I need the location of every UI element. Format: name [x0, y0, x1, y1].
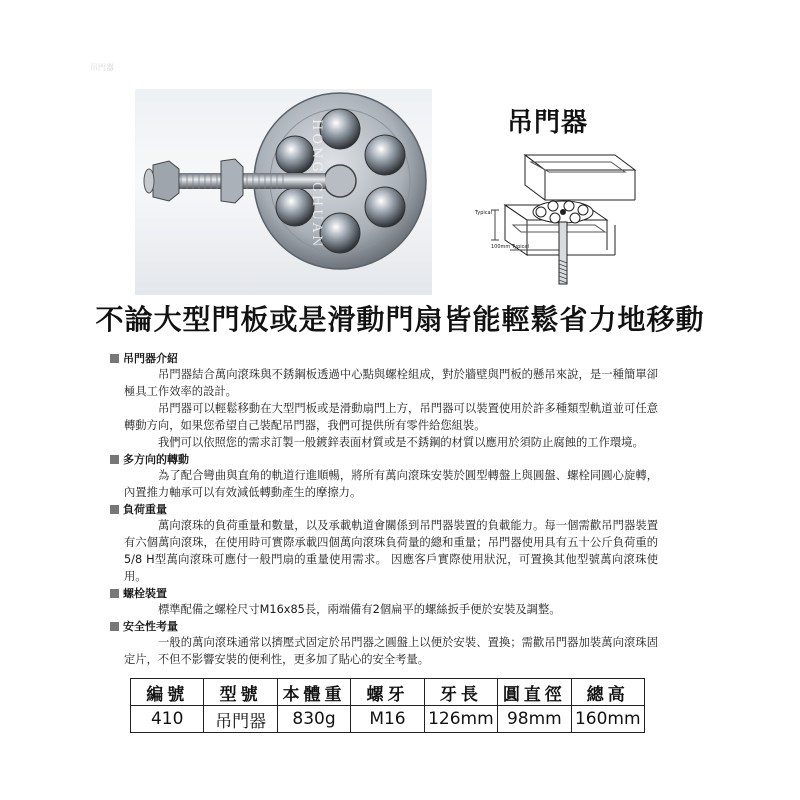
spec-value-cell: 吊門器 — [204, 706, 277, 733]
headline: 不論大型門板或是滑動門扇皆能輕鬆省力地移動 — [95, 303, 705, 336]
section-load — [110, 502, 670, 585]
section-heading — [110, 452, 670, 467]
spec-value-cell: M16 — [351, 706, 424, 733]
bullet-square-icon — [110, 455, 119, 464]
section-intro — [110, 351, 670, 451]
diagram-title: 吊門器 — [507, 108, 589, 138]
corner-watermark: 吊門器 — [90, 63, 114, 72]
paragraph: 一般的萬向滾珠通常以擠壓式固定於吊門器之圓盤上以便於安裝、置換；需歡吊門器加裝萬向滾珠固定片，不但不影響安裝的便利性，更多加了貼心的安全考量。 — [124, 636, 658, 666]
section-heading-text: 吊門器介紹 — [123, 352, 178, 365]
technical-diagram — [465, 100, 655, 295]
paragraph: 萬向滾珠的負荷重量和數量，以及承載軌道會關係到吊門器裝置的負載能力。每一個需歡吊門器裝置有六個萬向滾珠，在使用時可實際承載四個萬向滾珠負荷量的總和重量；吊門器使用具有五十公斤負荷重的 5/8 H型萬向滾珠可應付一般門扇的重量使用需求。 因應客戶實際使用狀況，可置換其他型號萬向滾珠使用。 — [124, 519, 658, 583]
section-heading — [110, 619, 670, 634]
section-safety — [110, 619, 670, 668]
spec-value-cell: 160mm — [571, 706, 644, 733]
spec-header-row — [131, 679, 645, 706]
rail-diagram-graphic — [465, 100, 655, 295]
spec-value-cell: 830g — [277, 706, 350, 733]
section-heading-text: 負荷重量 — [123, 503, 167, 516]
spec-value-cell: 126mm — [424, 706, 497, 733]
door-hanger-photo-graphic — [135, 89, 432, 295]
spec-value-row — [131, 706, 645, 733]
spec-value-cell: 410 — [131, 706, 204, 733]
bullet-square-icon — [110, 505, 119, 514]
section-heading — [110, 586, 670, 601]
paragraph: 我們可以依照您的需求訂製一般鍍鋅表面材質或是不銹鋼的材質以應用於須防止腐蝕的工作環境。 — [158, 436, 644, 449]
section-heading — [110, 351, 670, 366]
spec-header-cell: 編號 — [131, 679, 204, 706]
bullet-square-icon — [110, 622, 119, 631]
spec-header-cell: 牙長 — [424, 679, 497, 706]
spec-header-cell: 螺牙 — [351, 679, 424, 706]
bullet-square-icon — [110, 354, 119, 363]
section-heading-text: 安全性考量 — [123, 620, 178, 633]
diagram-label-100mm: 100mm Typical — [491, 244, 529, 250]
spec-header-cell: 總高 — [571, 679, 644, 706]
diagram-label-typical: Typical — [475, 210, 492, 216]
spec-header-cell: 本體重 — [277, 679, 350, 706]
spec-header-cell: 型號 — [204, 679, 277, 706]
section-bolt — [110, 586, 670, 618]
section-rotation — [110, 452, 670, 501]
section-heading-text: 螺栓裝置 — [123, 587, 167, 600]
paragraph: 吊門器可以輕鬆移動在大型門板或是滑動扇門上方，吊門器可以裝置使用於許多種類型軌道並可任意轉動方向，如果您希望自己裝配吊門器，我們可提供所有零件給您組裝。 — [124, 402, 658, 432]
section-heading — [110, 502, 670, 517]
spec-table — [130, 678, 645, 733]
paragraph: 標準配備之螺栓尺寸M16x85長，兩端備有2個扁平的螺絲扳手便於安裝及調整。 — [158, 603, 561, 616]
spec-header-cell: 圓直徑 — [498, 679, 571, 706]
section-heading-text: 多方向的轉動 — [123, 453, 189, 466]
description-content — [110, 350, 670, 668]
paragraph: 為了配合彎曲與直角的軌道行進順暢，將所有萬向滾珠安裝於圓型轉盤上與圓盤、螺栓同圓心旋轉，內置推力軸承可以有效減低轉動產生的摩擦力。 — [124, 469, 658, 499]
spec-value-cell: 98mm — [498, 706, 571, 733]
paragraph: 吊門器結合萬向滾珠與不銹鋼板透過中心點與螺栓組成，對於牆壁與門板的懸吊來說，是一種簡單卻極具工作效率的設計。 — [124, 368, 658, 398]
product-photo — [135, 89, 432, 295]
bullet-square-icon — [110, 589, 119, 598]
photo-watermark: HONG CHUAN — [309, 119, 324, 250]
